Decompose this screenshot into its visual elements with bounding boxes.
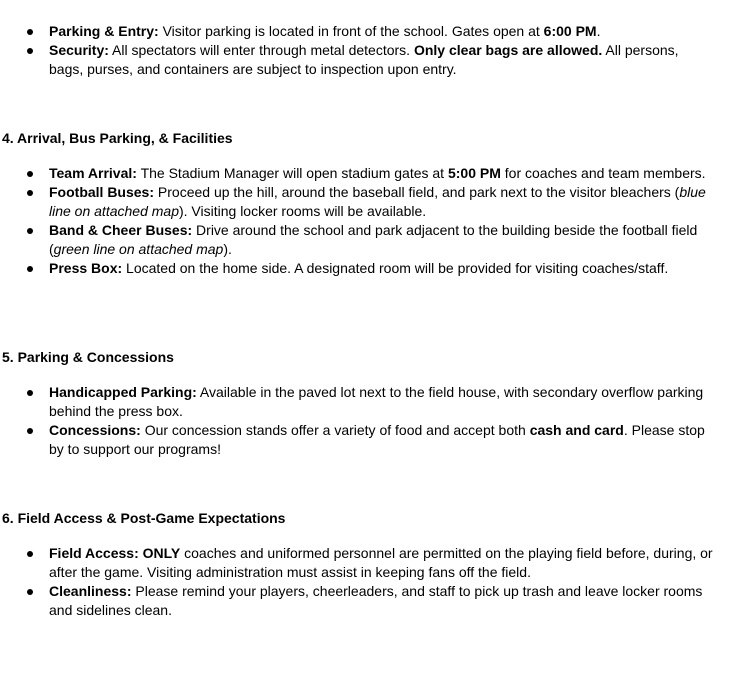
blue-line-map-note: blue line on attached map bbox=[49, 184, 706, 219]
bullet-icon bbox=[27, 551, 33, 557]
green-line-map-note: green line on attached map bbox=[53, 241, 224, 257]
team-arrival-time: 5:00 PM bbox=[447, 165, 501, 181]
team-arrival-text: The Stadium Manager will open stadium gates at bbox=[136, 165, 448, 181]
cleanliness-text: Please remind your players, cheerleaders, and staff to pick up trash and leave locker rooms and sidelines clean. bbox=[49, 583, 703, 618]
bullet-icon bbox=[27, 428, 33, 434]
section-6-heading: 6. Field Access & Post-Game Expectations bbox=[2, 510, 286, 526]
list-item-handicapped-parking bbox=[0, 383, 731, 421]
section-5-heading: 5. Parking & Concessions bbox=[2, 349, 174, 365]
bullet-icon bbox=[27, 190, 33, 196]
parking-entry-label: Parking & Entry: bbox=[49, 23, 159, 39]
list-item-football-buses bbox=[0, 183, 731, 221]
security-text-end: All persons, bags, purses, and containers are subject to inspection upon entry. bbox=[49, 42, 679, 77]
gate-open-time: 6:00 PM bbox=[543, 23, 597, 39]
team-arrival-end: for coaches and team members. bbox=[500, 165, 706, 181]
band-cheer-label: Band & Cheer Buses: bbox=[49, 222, 193, 238]
parking-entry-text: Visitor parking is located in front of the school. Gates open at bbox=[158, 23, 544, 39]
section-4-heading: 4. Arrival, Bus Parking, & Facilities bbox=[2, 130, 233, 146]
handicapped-label: Handicapped Parking: bbox=[49, 384, 197, 400]
football-buses-end: ). Visiting locker rooms will be available. bbox=[178, 203, 427, 219]
press-box-label: Press Box: bbox=[49, 260, 123, 276]
concessions-text: Our concession stands offer a variety of food and accept both bbox=[140, 422, 530, 438]
cash-and-card-note: cash and card bbox=[529, 422, 624, 438]
list-item-parking-entry bbox=[0, 22, 731, 41]
security-text: All spectators will enter through metal detectors. bbox=[108, 42, 414, 58]
concessions-label: Concessions: bbox=[49, 422, 141, 438]
entry-security-list bbox=[0, 22, 731, 79]
section-4-list bbox=[0, 164, 731, 278]
bullet-icon bbox=[27, 228, 33, 234]
only-emphasis: ONLY bbox=[138, 545, 181, 561]
bullet-icon bbox=[27, 390, 33, 396]
bullet-icon bbox=[27, 29, 33, 35]
football-buses-label: Football Buses: bbox=[49, 184, 155, 200]
band-cheer-text: Drive around the school and park adjacent to the building beside the football field ( bbox=[49, 222, 698, 257]
clear-bags-note: Only clear bags are allowed. bbox=[413, 42, 603, 58]
cleanliness-label: Cleanliness: bbox=[49, 583, 132, 599]
bullet-icon bbox=[27, 589, 33, 595]
band-cheer-end: ). bbox=[223, 241, 232, 257]
section-5-list bbox=[0, 383, 731, 459]
concessions-end: . Please stop by to support our programs! bbox=[49, 422, 705, 457]
list-item-field-access bbox=[0, 544, 731, 582]
parking-entry-end: . bbox=[596, 23, 601, 39]
list-item-security bbox=[0, 41, 731, 79]
list-item-cleanliness bbox=[0, 582, 731, 620]
field-access-label: Field Access: bbox=[49, 545, 139, 561]
bullet-icon bbox=[27, 171, 33, 177]
section-6-list bbox=[0, 544, 731, 620]
list-item-band-cheer-buses bbox=[0, 221, 731, 259]
bullet-icon bbox=[27, 266, 33, 272]
team-arrival-label: Team Arrival: bbox=[49, 165, 137, 181]
list-item-team-arrival bbox=[0, 164, 731, 183]
press-box-text: Located on the home side. A designated room will be provided for visiting coaches/staff. bbox=[122, 260, 669, 276]
security-label: Security: bbox=[49, 42, 109, 58]
list-item-concessions bbox=[0, 421, 731, 459]
football-buses-text: Proceed up the hill, around the baseball field, and park next to the visitor bleachers ( bbox=[154, 184, 680, 200]
field-access-text: coaches and uniformed personnel are permitted on the playing field before, during, or after the game. Visiting administration must assist in keeping fans off the field. bbox=[49, 545, 713, 580]
handicapped-text: Available in the paved lot next to the field house, with secondary overflow parking behind the press box. bbox=[49, 384, 704, 419]
list-item-press-box bbox=[0, 259, 731, 278]
bullet-icon bbox=[27, 48, 33, 54]
